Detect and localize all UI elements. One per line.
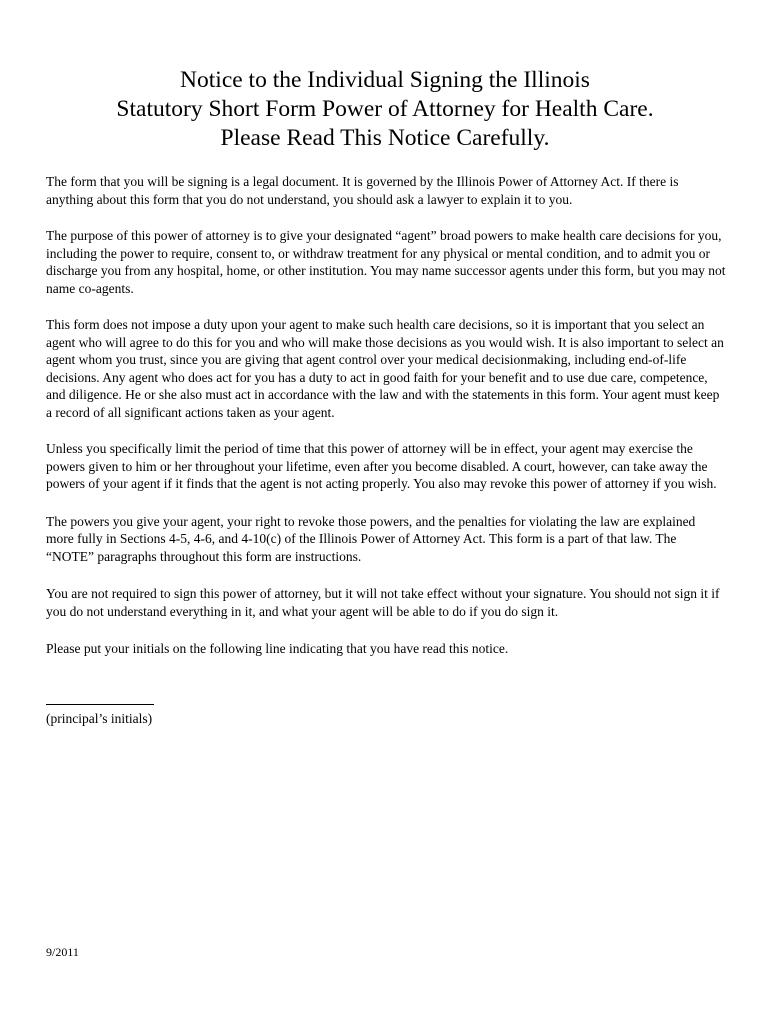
paragraph-legal-document: The form that you will be signing is a legal document. It is governed by the Illinois Power of Attorney Act. If there is anything about this form that you do not understand, you should ask a lawyer to explain it to you. [46,174,679,207]
paragraph-duration: Unless you specifically limit the period of time that this power of attorney will be in effect, your agent may exercise the powers given to him or her throughout your lifetime, even after you become disabled. A court, however, can take away the powers of your agent if it finds that the agent is not acting properly. You also may revoke this power of attorney if you wish. [46,441,717,491]
title-line-2: Statutory Short Form Power of Attorney for Health Care. [116,96,654,122]
notice-body [46,173,726,658]
paragraph-revocation-law: The powers you give your agent, your right to revoke those powers, and the penalties for violating the law are explained more fully in Sections 4-5, 4-6, and 4-10(c) of the Illinois Power of Attorney Act. This form is a part of that law. The “NOTE” paragraphs throughout this form are instructions. [46,513,696,564]
title-line-3: Please Read This Notice Carefully. [220,125,550,151]
title-line-1: Notice to the Individual Signing the Illinois [180,67,590,93]
initials-caption: (principal’s initials) [46,711,153,726]
paragraph-agent-duty: This form does not impose a duty upon your agent to make such health care decisions, so it is important that you select an agent who will agree to do this for you and who will make those decisions as you would wish. It is also important to select an agent whom you trust, since you are giving that agent control over your medical decisionmaking, including end-of-life decisions. Any agent who does act for you has a duty to act in good faith for your benefit and to use due care, competence, and diligence. He or she also must act in accordance with the law and with the statements in this form. Your agent must keep a record of all significant actions taken as your agent. [46,317,724,420]
paragraph-signature-requirement: You are not required to sign this power of attorney, but it will not take effect without your signature. You should not sign it if you do not understand everything in it, and what your agent will be able to do if you do sign it. [46,586,720,619]
document-title [0,66,770,153]
paragraph-initials-instruction: Please put your initials on the following line indicating that you have read this notice. [46,641,509,656]
initials-line[interactable] [46,704,154,705]
revision-date: 9/2011 [46,945,79,959]
paragraph-purpose: The purpose of this power of attorney is to give your designated “agent” broad powers to make health care decisions for you, including the power to require, consent to, or withdraw treatment for any physical or mental condition, and to admit you or discharge you from any hospital, home, or other institution. You may name successor agents under this form, but you may not name co-agents. [46,228,726,296]
